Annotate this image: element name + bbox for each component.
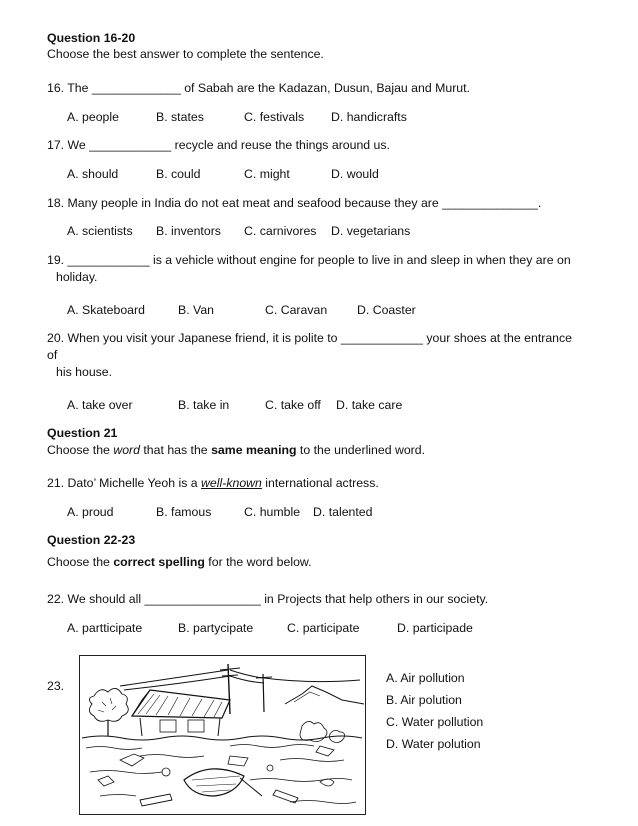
question-17-stem: 17. We ____________ recycle and reuse the things around us. xyxy=(47,138,390,152)
question-23-number: 23. xyxy=(47,679,65,693)
section-heading-16-20: Question 16-20 xyxy=(47,31,136,45)
flood-scene-illustration xyxy=(79,655,366,815)
question-22-option-a[interactable]: A. partticipate xyxy=(67,621,143,635)
question-20-stem-line1: 20. When you visit your Japanese friend, it is polite to ____________ your shoes at the entrance xyxy=(47,331,573,345)
question-21-stem xyxy=(47,476,379,490)
question-19-option-b[interactable]: B. Van xyxy=(178,303,215,317)
question-20-stem-line2: of xyxy=(47,348,58,362)
question-18-option-d[interactable]: D. vegetarians xyxy=(331,224,411,238)
question-18-option-c[interactable]: C. carnivores xyxy=(244,224,317,238)
stem-text: international actress. xyxy=(261,476,379,490)
stem-text: 21. Dato’ Michelle Yeoh is a xyxy=(47,476,202,490)
question-16-option-d[interactable]: D. handicrafts xyxy=(331,110,407,124)
question-23-option-a[interactable]: A. Air pollution xyxy=(386,671,465,685)
question-20-stem-line3: his house. xyxy=(56,365,113,379)
instruction-bold-phrase: same meaning xyxy=(211,443,297,457)
question-18-option-a[interactable]: A. scientists xyxy=(67,224,133,238)
question-16-option-a[interactable]: A. people xyxy=(67,110,119,124)
question-16-option-b[interactable]: B. states xyxy=(156,110,204,124)
question-19-option-a[interactable]: A. Skateboard xyxy=(67,303,145,317)
question-19-option-c[interactable]: C. Caravan xyxy=(265,303,328,317)
question-22-option-d[interactable]: D. participade xyxy=(397,621,473,635)
question-19-stem-line1: 19. ____________ is a vehicle without engine for people to live in and sleep in when they are on xyxy=(47,253,571,267)
section-heading-21: Question 21 xyxy=(47,426,118,440)
question-17-option-b[interactable]: B. could xyxy=(156,167,201,181)
instruction-italic-word: word xyxy=(113,443,140,457)
question-17-option-c[interactable]: C. might xyxy=(244,167,290,181)
instruction-text: to the underlined word. xyxy=(296,443,426,457)
question-23-option-b[interactable]: B. Air polution xyxy=(386,693,462,707)
question-16-stem: 16. The _____________ of Sabah are the Kadazan, Dusun, Bajau and Murut. xyxy=(47,81,470,95)
question-16-option-c[interactable]: C. festivals xyxy=(244,110,305,124)
question-17-option-a[interactable]: A. should xyxy=(67,167,119,181)
instruction-text: Choose the xyxy=(47,443,114,457)
question-21-option-c[interactable]: C. humble xyxy=(244,505,301,519)
question-22-stem: 22. We should all _________________ in Projects that help others in our society. xyxy=(47,592,489,606)
question-22-option-c[interactable]: C. participate xyxy=(287,621,360,635)
question-20-option-c[interactable]: C. take off xyxy=(265,398,321,412)
question-20-option-d[interactable]: D. take care xyxy=(336,398,403,412)
instruction-text: for the word below. xyxy=(204,555,312,569)
question-22-option-b[interactable]: B. partycipate xyxy=(178,621,254,635)
section-heading-22-23: Question 22-23 xyxy=(47,533,136,547)
question-17-option-d[interactable]: D. would xyxy=(331,167,379,181)
question-21-option-a[interactable]: A. proud xyxy=(67,505,114,519)
section-instruction-22-23 xyxy=(47,555,312,569)
question-21-option-d[interactable]: D. talented xyxy=(313,505,373,519)
question-23-option-c[interactable]: C. Water pollution xyxy=(386,715,484,729)
underlined-word: well-known xyxy=(201,476,262,490)
instruction-text: that has the xyxy=(139,443,212,457)
instruction-text: Choose the xyxy=(47,555,114,569)
flood-scene-drawing xyxy=(80,656,366,815)
question-19-option-d[interactable]: D. Coaster xyxy=(357,303,416,317)
question-21-option-b[interactable]: B. famous xyxy=(156,505,212,519)
instruction-bold-phrase: correct spelling xyxy=(113,555,205,569)
question-18-stem: 18. Many people in India do not eat meat and seafood because they are ______________. xyxy=(47,196,542,210)
question-20-option-a[interactable]: A. take over xyxy=(67,398,133,412)
question-19-stem-line2: holiday. xyxy=(56,270,98,284)
question-23-option-d[interactable]: D. Water polution xyxy=(386,737,481,751)
question-18-option-b[interactable]: B. inventors xyxy=(156,224,221,238)
section-instruction-16-20: Choose the best answer to complete the sentence. xyxy=(47,47,324,61)
question-20-option-b[interactable]: B. take in xyxy=(178,398,230,412)
section-instruction-21 xyxy=(47,443,425,457)
